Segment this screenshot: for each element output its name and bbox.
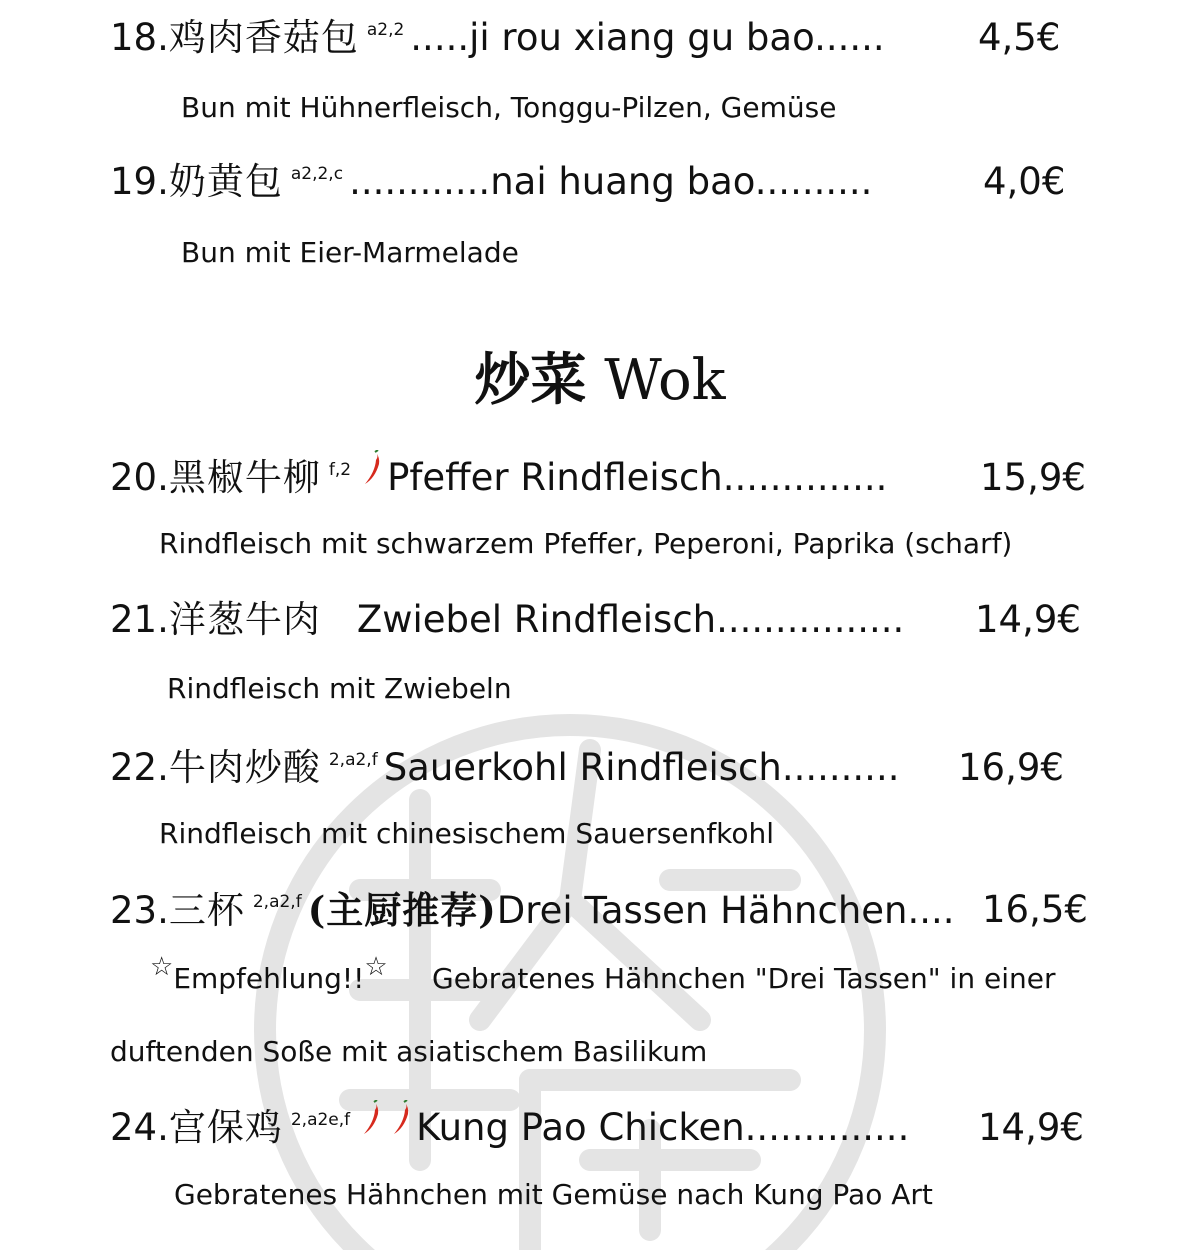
item-price: 4,5€	[978, 16, 1061, 59]
item-description: Gebratenes Hähnchen mit Gemüse nach Kung Pao Art	[174, 1178, 933, 1211]
item-name: .....ji rou xiang gu bao......	[410, 16, 885, 59]
item-description: Bun mit Eier-Marmelade	[181, 236, 519, 269]
chili-pepper-icon	[390, 1100, 412, 1148]
item-price: 14,9€	[978, 1106, 1084, 1149]
item-chinese-name: 黑椒牛柳	[168, 456, 321, 499]
item-price: 4,0€	[983, 160, 1066, 203]
item-name: Sauerkohl Rindfleisch..........	[383, 746, 900, 789]
allergen-codes: a2,2,c	[290, 164, 344, 184]
item-description: Bun mit Hühnerfleisch, Tonggu-Pilzen, Gemüse	[181, 91, 837, 124]
item-number: 19.	[110, 160, 169, 203]
allergen-codes: 2,a2e,f	[290, 1110, 351, 1130]
menu-item-24	[110, 1106, 909, 1154]
item-number: 18.	[110, 16, 169, 59]
item-name: Kung Pao Chicken..............	[416, 1106, 910, 1149]
chef-recommendation-note: (主厨推荐)	[307, 888, 497, 932]
allergen-codes: a2,2	[366, 20, 405, 40]
allergen-codes: 2,a2,f	[252, 892, 302, 912]
item-chinese-name: 三杯	[168, 889, 245, 932]
item-name: Zwiebel Rindfleisch................	[356, 598, 905, 641]
item-name: Pfeffer Rindfleisch..............	[387, 456, 888, 499]
item-price: 14,9€	[975, 598, 1081, 641]
menu-item-19	[110, 160, 872, 204]
section-title: Wok	[604, 348, 726, 413]
item-number: 24.	[110, 1106, 169, 1149]
menu-item-23	[110, 888, 955, 933]
item-description: Gebratenes Hähnchen "Drei Tassen" in einer	[432, 962, 1056, 995]
item-number: 21.	[110, 598, 169, 641]
chili-pepper-icon	[360, 1100, 382, 1148]
item-description: Rindfleisch mit schwarzem Pfeffer, Peperoni, Paprika (scharf)	[159, 527, 1013, 560]
section-title-chinese: 炒菜	[474, 347, 587, 413]
item-name: Drei Tassen Hähnchen....	[496, 889, 955, 932]
allergen-codes: f,2	[328, 460, 352, 480]
item-chinese-name: 鸡肉香菇包	[168, 16, 359, 59]
item-chinese-name: 宫保鸡	[168, 1106, 283, 1149]
menu-item-20	[110, 456, 887, 504]
item-number: 23.	[110, 889, 169, 932]
menu-item-18	[110, 16, 885, 60]
item-number: 22.	[110, 746, 169, 789]
item-number: 20.	[110, 456, 169, 499]
recommendation-label: Empfehlung!!	[173, 962, 365, 995]
item-chinese-name: 奶黄包	[168, 160, 283, 203]
star-icon: ☆	[150, 952, 174, 982]
item-chinese-name: 牛肉炒酸	[168, 746, 321, 789]
item-description: Rindfleisch mit Zwiebeln	[167, 672, 512, 705]
section-heading	[0, 345, 1200, 416]
allergen-codes: 2,a2,f	[328, 750, 378, 770]
item-chinese-name: 洋葱牛肉	[168, 598, 321, 641]
item-price: 15,9€	[980, 456, 1086, 499]
item-name: ............nai huang bao..........	[349, 160, 873, 203]
item-description-continued: duftenden Soße mit asiatischem Basilikum	[110, 1035, 708, 1068]
item-price: 16,5€	[982, 888, 1088, 931]
item-description: Rindfleisch mit chinesischem Sauersenfkohl	[159, 817, 775, 850]
menu-item-21	[110, 598, 904, 642]
chili-pepper-icon	[361, 450, 383, 498]
item-price: 16,9€	[958, 746, 1064, 789]
recommendation-line	[150, 952, 388, 996]
menu-item-22	[110, 746, 899, 790]
star-icon: ☆	[364, 952, 388, 982]
